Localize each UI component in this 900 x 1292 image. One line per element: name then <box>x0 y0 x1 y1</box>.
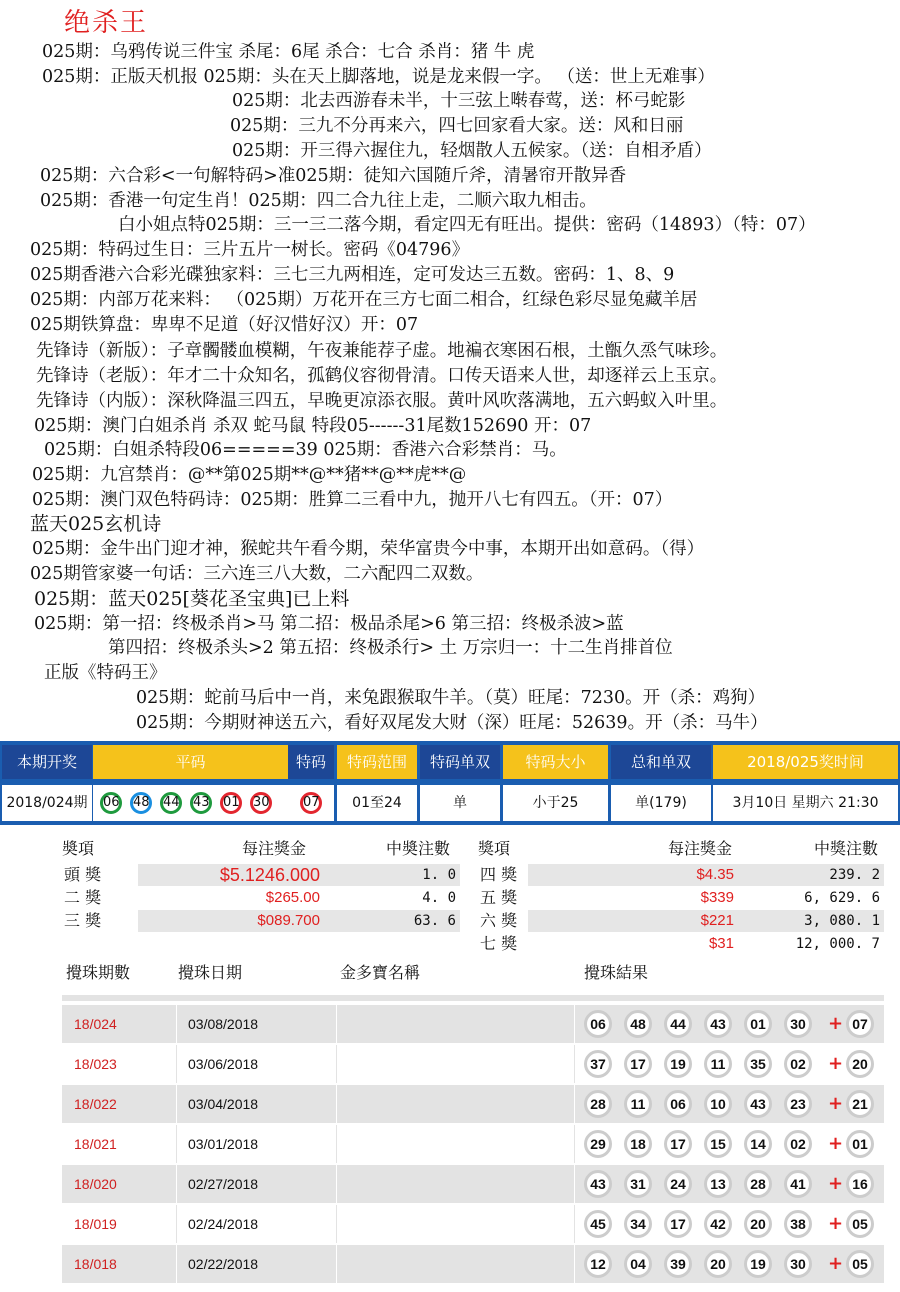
result-ball: 11 <box>704 1050 732 1078</box>
column-divider <box>336 1005 337 1043</box>
history-date: 03/04/2018 <box>188 1096 259 1112</box>
special-result-ball: 07 <box>846 1010 874 1038</box>
column-divider <box>574 1165 575 1203</box>
result-ball: 45 <box>584 1210 612 1238</box>
result-header: 平码 <box>93 745 288 779</box>
column-divider <box>574 1085 575 1123</box>
number-ball: 06 <box>100 792 122 814</box>
text-line: 025期：香港一句定生肖！025期：四二合九往上走，二顺六取九相击。 <box>40 191 597 211</box>
result-ball: 43 <box>744 1090 772 1118</box>
result-ball: 19 <box>744 1250 772 1278</box>
history-issue: 18/024 <box>74 1016 117 1032</box>
number-ball: 30 <box>250 792 272 814</box>
result-ball: 20 <box>744 1210 772 1238</box>
result-ball: 14 <box>744 1130 772 1158</box>
text-line: 025期：澳门双色特码诗：025期：胜算二三看中九，抛开八七有四五。（开：07） <box>32 490 673 510</box>
history-row <box>62 1245 884 1283</box>
text-line: 025期：蓝天025[葵花圣宝典]已上料 <box>34 588 350 610</box>
text-line: 025期：六合彩<一句解特码>准025期：徒知六国随斤斧，清暑帘开散异香 <box>40 166 627 186</box>
history-date: 03/06/2018 <box>188 1056 259 1072</box>
result-ball: 39 <box>664 1250 692 1278</box>
prize-header: 每注獎金 <box>668 839 733 858</box>
column-divider <box>336 1165 337 1203</box>
result-ball: 19 <box>664 1050 692 1078</box>
special-result-ball: 01 <box>846 1130 874 1158</box>
result-ball: 06 <box>584 1010 612 1038</box>
result-ball: 12 <box>584 1250 612 1278</box>
result-ball: 43 <box>584 1170 612 1198</box>
plus-sign: + <box>828 1093 844 1114</box>
result-ball: 17 <box>664 1130 692 1158</box>
plus-sign: + <box>828 1133 844 1154</box>
prize-amount: $265.00 <box>265 889 320 906</box>
prize-amount: $089.700 <box>257 912 320 929</box>
result-ball: 24 <box>664 1170 692 1198</box>
prize-winners: 239. 2 <box>829 867 880 883</box>
history-date: 02/24/2018 <box>188 1216 259 1232</box>
result-header: 本期开奖 <box>2 745 92 779</box>
prize-header: 獎項 <box>478 839 511 858</box>
text-line: 025期：九宫禁肖：@**第025期**@**猪**@**虎**@ <box>32 465 467 485</box>
text-line: 025期：蛇前马后中一肖，来兔跟猴取牛羊。（莫）旺尾：7230。开（杀：鸡狗） <box>136 688 766 708</box>
prize-name: 五 獎 <box>480 888 518 907</box>
plus-sign: + <box>828 1053 844 1074</box>
prize-amount: $221 <box>700 912 734 929</box>
prize-name: 四 獎 <box>480 865 518 884</box>
history-date: 03/08/2018 <box>188 1016 259 1032</box>
history-issue: 18/019 <box>74 1216 117 1232</box>
column-divider <box>336 1045 337 1083</box>
column-divider <box>176 1005 177 1043</box>
result-ball: 04 <box>624 1250 652 1278</box>
result-header: 总和单双 <box>611 745 711 779</box>
result-ball: 28 <box>744 1170 772 1198</box>
text-line: 025期：澳门白姐杀肖 杀双 蛇马鼠 特段05------31尾数152690 开：07 <box>34 416 592 436</box>
result-ball: 48 <box>624 1010 652 1038</box>
plus-sign: + <box>828 1213 844 1234</box>
text-line: 第四招：终极杀头>2 第五招：终极杀行> 土 万宗归一：十二生肖排首位 <box>108 638 673 658</box>
text-line: 025期：特码过生日：三片五片一树长。密码《04796》 <box>30 240 470 260</box>
prize-name: 七 獎 <box>480 934 518 953</box>
result-ball: 30 <box>784 1010 812 1038</box>
special-odd-even: 单 <box>420 785 500 821</box>
result-ball: 17 <box>664 1210 692 1238</box>
text-line: 025期：正版天机报 025期：头在天上脚落地，说是龙来假一字。 （送：世上无难事） <box>42 67 715 87</box>
result-ball: 41 <box>784 1170 812 1198</box>
result-ball: 44 <box>664 1010 692 1038</box>
prize-winners: 1. 0 <box>422 867 456 883</box>
text-line: 025期香港六合彩光碟独家料：三七三九两相连，定可发达三五数。密码：1、8、9 <box>30 265 675 285</box>
history-row <box>62 1085 884 1123</box>
column-divider <box>574 1205 575 1243</box>
result-ball: 28 <box>584 1090 612 1118</box>
prize-winners: 12, 000. 7 <box>795 936 880 952</box>
prize-amount: $31 <box>708 935 734 952</box>
column-divider <box>336 1125 337 1163</box>
number-ball: 44 <box>160 792 182 814</box>
prize-amount: $339 <box>700 889 734 906</box>
result-ball: 13 <box>704 1170 732 1198</box>
text-line: 025期：今期财神送五六，看好双尾发大财（深）旺尾：52639。开（杀：马牛） <box>136 713 768 733</box>
history-row <box>62 1205 884 1243</box>
history-row <box>62 1005 884 1043</box>
special-result-ball: 21 <box>846 1090 874 1118</box>
text-line: 025期：三九不分再来六，四七回家看大家。送：风和日丽 <box>230 116 684 136</box>
number-ball: 48 <box>130 792 152 814</box>
text-line: 先锋诗（新版）：子章髑髅血模糊，午夜兼能荐子虚。地褊衣寒困石根，土甑久烝气味珍。 <box>36 341 728 361</box>
prize-name: 二 獎 <box>64 888 102 907</box>
next-draw-time: 3月10日 星期六 21:30 <box>713 785 898 821</box>
plus-sign: + <box>828 1013 844 1034</box>
result-ball: 18 <box>624 1130 652 1158</box>
result-ball: 31 <box>624 1170 652 1198</box>
text-line: 蓝天025玄机诗 <box>30 513 162 535</box>
history-row <box>62 1165 884 1203</box>
text-line: 025期：开三得六握住九，轻烟散人五候家。（送：自相矛盾） <box>232 141 712 161</box>
prize-name: 頭 獎 <box>64 865 102 884</box>
history-issue: 18/022 <box>74 1096 117 1112</box>
result-header: 特码范围 <box>337 745 417 779</box>
prize-amount: $5.1246.000 <box>219 865 320 885</box>
history-issue: 18/021 <box>74 1136 117 1152</box>
text-line: 025期：白姐杀特段06=====39 025期：香港六合彩禁肖：马。 <box>44 440 567 460</box>
prize-name: 六 獎 <box>480 911 518 930</box>
sum-odd-even: 单(179) <box>611 785 711 821</box>
column-divider <box>176 1205 177 1243</box>
history-header: 攪珠結果 <box>584 963 649 982</box>
special-size: 小于25 <box>503 785 608 821</box>
history-header: 攪珠期數 <box>66 963 131 982</box>
prize-header: 中奬注數 <box>386 839 451 858</box>
history-issue: 18/018 <box>74 1256 117 1272</box>
history-date: 02/22/2018 <box>188 1256 259 1272</box>
result-ball: 29 <box>584 1130 612 1158</box>
prize-winners: 6, 629. 6 <box>804 890 880 906</box>
result-ball: 11 <box>624 1090 652 1118</box>
prize-winners: 63. 6 <box>413 913 456 929</box>
special-ball: 07 <box>300 792 322 814</box>
text-line: 025期管家婆一句话：三六连三八大数，二六配四二双数。 <box>30 564 484 584</box>
special-result-ball: 16 <box>846 1170 874 1198</box>
column-divider <box>574 1245 575 1283</box>
column-divider <box>574 1045 575 1083</box>
column-divider <box>574 1125 575 1163</box>
special-range: 01至24 <box>337 785 417 821</box>
text-line: 025期：第一招：终极杀肖>马 第二招：极品杀尾>6 第三招：终极杀波>蓝 <box>34 614 624 634</box>
column-divider <box>336 1245 337 1283</box>
number-ball: 01 <box>220 792 242 814</box>
result-ball: 01 <box>744 1010 772 1038</box>
special-result-ball: 05 <box>846 1250 874 1278</box>
text-line: 025期：金牛出门迎才神，猴蛇共午看今期，荣华富贵今中事，本期开出如意码。（得） <box>32 539 705 559</box>
history-issue: 18/020 <box>74 1176 117 1192</box>
text-line: 白小姐点特025期：三一三二落今期，看定四无有旺出。提供：密码（14893）（特：07） <box>118 215 816 235</box>
text-line: 025期铁算盘：卑卑不足道（好汉惜好汉）开：07 <box>30 315 419 335</box>
prize-header: 奬項 <box>62 839 95 858</box>
result-ball: 06 <box>664 1090 692 1118</box>
result-header: 2018/025奖时间 <box>713 745 898 779</box>
result-ball: 38 <box>784 1210 812 1238</box>
prize-header: 中獎注數 <box>814 839 879 858</box>
result-ball: 02 <box>784 1050 812 1078</box>
column-divider <box>336 1205 337 1243</box>
column-divider <box>176 1125 177 1163</box>
plus-sign: + <box>828 1253 844 1274</box>
prize-amount: $4.35 <box>696 866 734 883</box>
column-divider <box>336 1085 337 1123</box>
result-ball: 20 <box>704 1250 732 1278</box>
result-ball: 37 <box>584 1050 612 1078</box>
special-result-ball: 20 <box>846 1050 874 1078</box>
result-ball: 43 <box>704 1010 732 1038</box>
column-divider <box>574 1005 575 1043</box>
page-title: 绝杀王 <box>64 8 149 38</box>
history-issue: 18/023 <box>74 1056 117 1072</box>
number-ball: 43 <box>190 792 212 814</box>
prize-winners: 4. 0 <box>422 890 456 906</box>
result-ball: 35 <box>744 1050 772 1078</box>
prize-name: 三 獎 <box>64 911 102 930</box>
result-ball: 15 <box>704 1130 732 1158</box>
result-ball: 34 <box>624 1210 652 1238</box>
history-row <box>62 1125 884 1163</box>
text-line: 025期：内部万花来料： （025期）万花开在三方七面二相合，红绿色彩尽显兔藏羊居 <box>30 290 698 310</box>
result-ball: 10 <box>704 1090 732 1118</box>
column-divider <box>176 1045 177 1083</box>
special-result-ball: 05 <box>846 1210 874 1238</box>
history-date: 03/01/2018 <box>188 1136 259 1152</box>
result-ball: 02 <box>784 1130 812 1158</box>
column-divider <box>176 1245 177 1283</box>
column-divider <box>176 1165 177 1203</box>
prize-header: 每注獎金 <box>242 839 307 858</box>
text-line: 025期：乌鸦传说三件宝 杀尾：6尾 杀合：七合 杀肖：猪 牛 虎 <box>42 42 535 62</box>
history-row <box>62 1045 884 1083</box>
result-ball: 23 <box>784 1090 812 1118</box>
result-header: 特码 <box>288 745 334 779</box>
result-ball: 17 <box>624 1050 652 1078</box>
result-ball: 42 <box>704 1210 732 1238</box>
text-line: 先锋诗（老版）：年才二十众知名，孤鹤仪容彻骨清。口传天语来人世，却逐祥云上玉京。 <box>36 366 728 386</box>
history-date: 02/27/2018 <box>188 1176 259 1192</box>
text-line: 025期：北去西游春未半，十三弦上啭春莺，送：杯弓蛇影 <box>232 91 686 111</box>
issue-number: 2018/024期 <box>2 785 92 821</box>
text-line: 正版《特码王》 <box>44 663 167 683</box>
history-header-bg <box>62 995 884 1001</box>
prize-winners: 3, 080. 1 <box>804 913 880 929</box>
history-header: 金多寶名稱 <box>340 963 421 982</box>
result-ball: 30 <box>784 1250 812 1278</box>
column-divider <box>176 1085 177 1123</box>
history-header: 攪珠日期 <box>178 963 243 982</box>
result-header: 特码大小 <box>503 745 608 779</box>
result-header: 特码单双 <box>420 745 500 779</box>
plus-sign: + <box>828 1173 844 1194</box>
text-line: 先锋诗（内版）：深秋降温三四五，早晚更凉添衣服。黄叶风吹落满地，五六蚂蚁入叶里。 <box>36 391 728 411</box>
